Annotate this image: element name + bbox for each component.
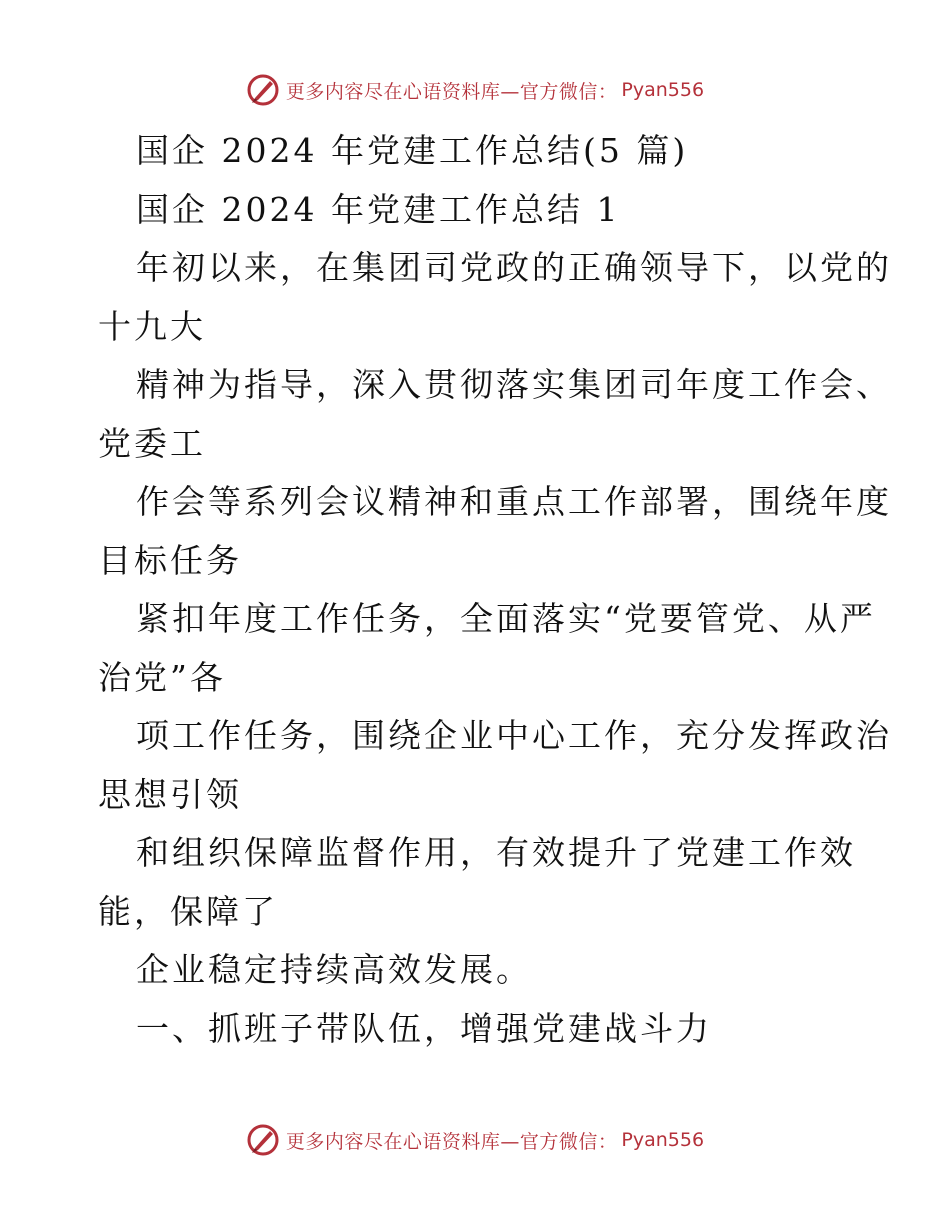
footer-banner: [0, 1120, 950, 1160]
feather-pen-logo-icon: [246, 73, 280, 107]
doc-line: 作会等系列会议精神和重点工作部署，围绕年度: [136, 482, 892, 521]
banner-text: 更多内容尽在心语资料库—官方微信：: [285, 1130, 618, 1153]
doc-line: 治党”各: [98, 657, 226, 697]
section-heading: 一、抓班子带队伍，增强党建战斗力: [136, 1008, 712, 1048]
feather-pen-logo-icon: [246, 1123, 280, 1157]
doc-line: 思想引领: [98, 774, 242, 814]
banner-text: 更多内容尽在心语资料库—官方微信：: [285, 80, 618, 103]
doc-subtitle: 国企 2024 年党建工作总结 1: [136, 189, 621, 229]
doc-line: 十九大: [98, 306, 206, 346]
doc-line: 企业稳定持续高效发展。: [136, 950, 532, 989]
doc-title: 国企 2024 年党建工作总结(5 篇): [136, 131, 689, 170]
doc-line: 精神为指导，深入贯彻落实集团司年度工作会、: [136, 365, 892, 404]
doc-line: 党委工: [98, 423, 206, 463]
doc-line: 项工作任务，围绕企业中心工作，充分发挥政治: [136, 716, 892, 755]
header-banner: [0, 70, 950, 110]
banner-wechat-id: Pyan556: [621, 1129, 705, 1151]
document-body: [98, 122, 892, 1058]
doc-line: 紧扣年度工作任务，全面落实“党要管党、从严: [136, 599, 876, 638]
doc-line: 目标任务: [98, 540, 242, 580]
doc-line: 能，保障了: [98, 891, 278, 931]
doc-line: 和组织保障监督作用，有效提升了党建工作效: [136, 833, 856, 872]
doc-line: 年初以来，在集团司党政的正确领导下，以党的: [136, 248, 892, 287]
banner-wechat-id: Pyan556: [621, 79, 705, 101]
